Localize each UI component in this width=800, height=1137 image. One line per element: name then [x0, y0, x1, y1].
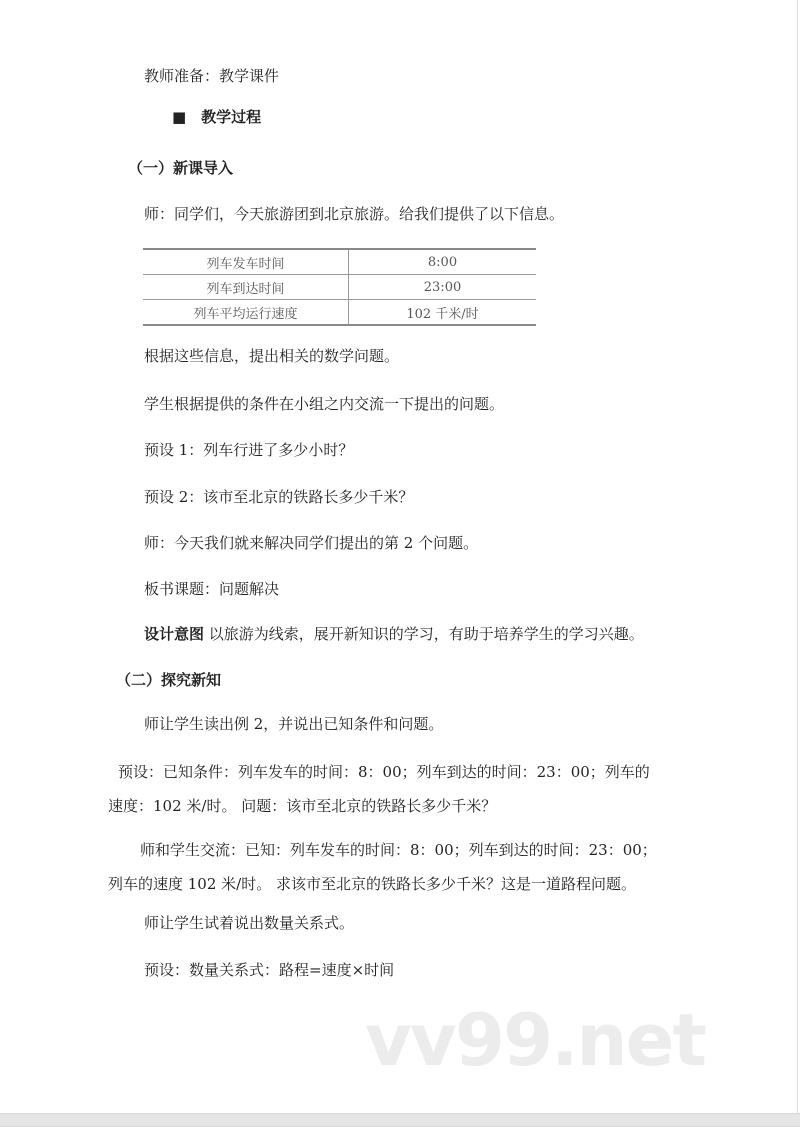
info-table	[143, 248, 536, 326]
design-intent	[144, 624, 644, 644]
paragraph: 师让学生读出例 2，并说出已知条件和问题。	[144, 715, 444, 733]
paragraph: 速度：102 米/时。 问题：该市至北京的铁路长多少千米？	[108, 797, 497, 815]
paragraph: 列车的速度 102 米/时。 求该市至北京的铁路长多少千米？这是一道路程问题。	[108, 875, 636, 893]
table-row	[143, 249, 536, 275]
section-heading: ■ 教学过程	[172, 108, 262, 126]
design-intent-label: 设计意图	[144, 625, 205, 643]
table-cell: 列车到达时间	[143, 275, 349, 300]
watermark: vv99.net	[365, 998, 705, 1082]
table-cell: 102 千米/时	[349, 300, 537, 326]
paragraph: 师和学生交流：已知：列车发车的时间：8：00；列车到达的时间：23：00；	[140, 841, 657, 859]
paragraph: 师：同学们，今天旅游团到北京旅游。给我们提供了以下信息。	[144, 205, 565, 223]
paragraph: 预设：数量关系式：路程=速度×时间	[144, 961, 395, 979]
design-intent-text: 以旅游为线索，展开新知识的学习，有助于培养学生的学习兴趣。	[204, 625, 644, 643]
table-row	[143, 300, 536, 326]
page-separator	[0, 1113, 800, 1127]
paragraph: 师让学生试着说出数量关系式。	[144, 914, 355, 932]
page-edge	[797, 0, 798, 1113]
table-row	[143, 275, 536, 300]
paragraph: 预设 1：列车行进了多少小时？	[144, 441, 354, 459]
paragraph: 根据这些信息，提出相关的数学问题。	[144, 347, 400, 365]
table-cell: 列车发车时间	[143, 249, 349, 275]
table-cell: 列车平均运行速度	[143, 300, 349, 326]
subsection-heading-1: （一）新课导入	[128, 159, 234, 177]
subsection-heading-2: （二）探究新知	[116, 671, 222, 689]
teacher-prep: 教师准备：教学课件	[144, 67, 280, 85]
paragraph: 预设：已知条件：列车发车的时间：8：00；列车到达的时间：23：00；列车的	[118, 763, 650, 781]
paragraph: 预设 2：该市至北京的铁路长多少千米？	[144, 488, 414, 506]
table-cell: 23:00	[349, 275, 537, 300]
paragraph: 师：今天我们就来解决同学们提出的第 2 个问题。	[144, 534, 479, 552]
paragraph: 板书课题：问题解决	[144, 580, 280, 598]
paragraph: 学生根据提供的条件在小组之内交流一下提出的问题。	[144, 395, 505, 413]
table-cell: 8:00	[349, 249, 537, 275]
